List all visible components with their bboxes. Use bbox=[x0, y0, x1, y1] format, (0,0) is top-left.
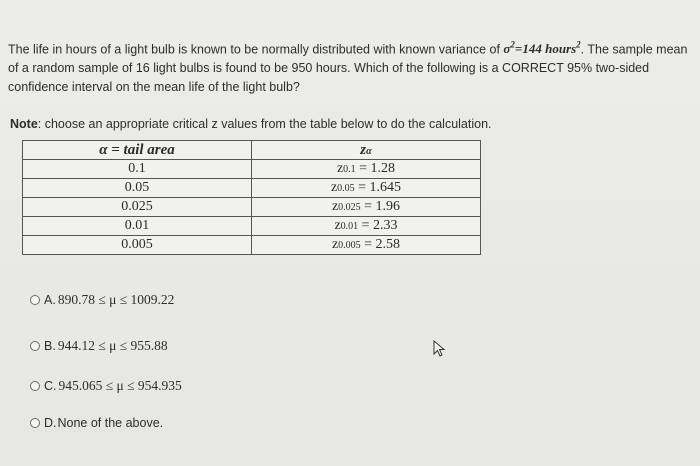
alpha-cell: 0.1 bbox=[23, 160, 252, 179]
alpha-cell: 0.005 bbox=[23, 236, 252, 255]
option-c[interactable]: C. 945.065 ≤ μ ≤ 954.935 bbox=[30, 378, 182, 394]
radio-icon[interactable] bbox=[30, 381, 40, 391]
z-cell: z0.1 = 1.28 bbox=[252, 160, 481, 179]
alpha-cell: 0.01 bbox=[23, 217, 252, 236]
alpha-header: α = tail area bbox=[23, 141, 252, 160]
question-part1: The life in hours of a light bulb is known to be normally distributed with known variance of bbox=[8, 42, 504, 57]
note-text bbox=[10, 117, 492, 131]
radio-icon[interactable] bbox=[30, 295, 40, 305]
variance-symbol: $\sigma^2=144$ hours$^2$ bbox=[503, 40, 581, 57]
note-body: : choose an appropriate critical z values from the table below to do the calculation. bbox=[37, 117, 492, 131]
z-header: zα bbox=[252, 141, 481, 160]
alpha-cell: 0.05 bbox=[23, 179, 252, 198]
z-table-row bbox=[23, 217, 481, 236]
z-table-row bbox=[23, 179, 481, 198]
z-table-row bbox=[23, 236, 481, 255]
z-cell: z0.005 = 2.58 bbox=[252, 236, 481, 255]
z-table-header bbox=[23, 141, 481, 160]
radio-icon[interactable] bbox=[30, 341, 40, 351]
z-table-row bbox=[23, 198, 481, 217]
z-cell: z0.01 = 2.33 bbox=[252, 217, 481, 236]
option-d[interactable]: D. None of the above. bbox=[30, 416, 163, 430]
option-a[interactable]: A. 890.78 ≤ μ ≤ 1009.22 bbox=[30, 292, 174, 308]
alpha-cell: 0.025 bbox=[23, 198, 252, 217]
z-cell: z0.05 = 1.645 bbox=[252, 179, 481, 198]
question-part2: . The sample mean of a random sample of 16 light bulbs is found to be 950 hours. Which of the following is a CORRECT 95% two-sided confidence interval on the mean life of the light bulb? bbox=[8, 42, 688, 95]
mouse-cursor-icon bbox=[432, 340, 448, 358]
z-cell: z0.025 = 1.96 bbox=[252, 198, 481, 217]
z-table bbox=[22, 140, 481, 255]
note-label: Note bbox=[10, 117, 38, 131]
z-table-row bbox=[23, 160, 481, 179]
radio-icon[interactable] bbox=[30, 418, 40, 428]
question-text bbox=[8, 36, 692, 97]
option-b[interactable]: B. 944.12 ≤ μ ≤ 955.88 bbox=[30, 338, 168, 354]
